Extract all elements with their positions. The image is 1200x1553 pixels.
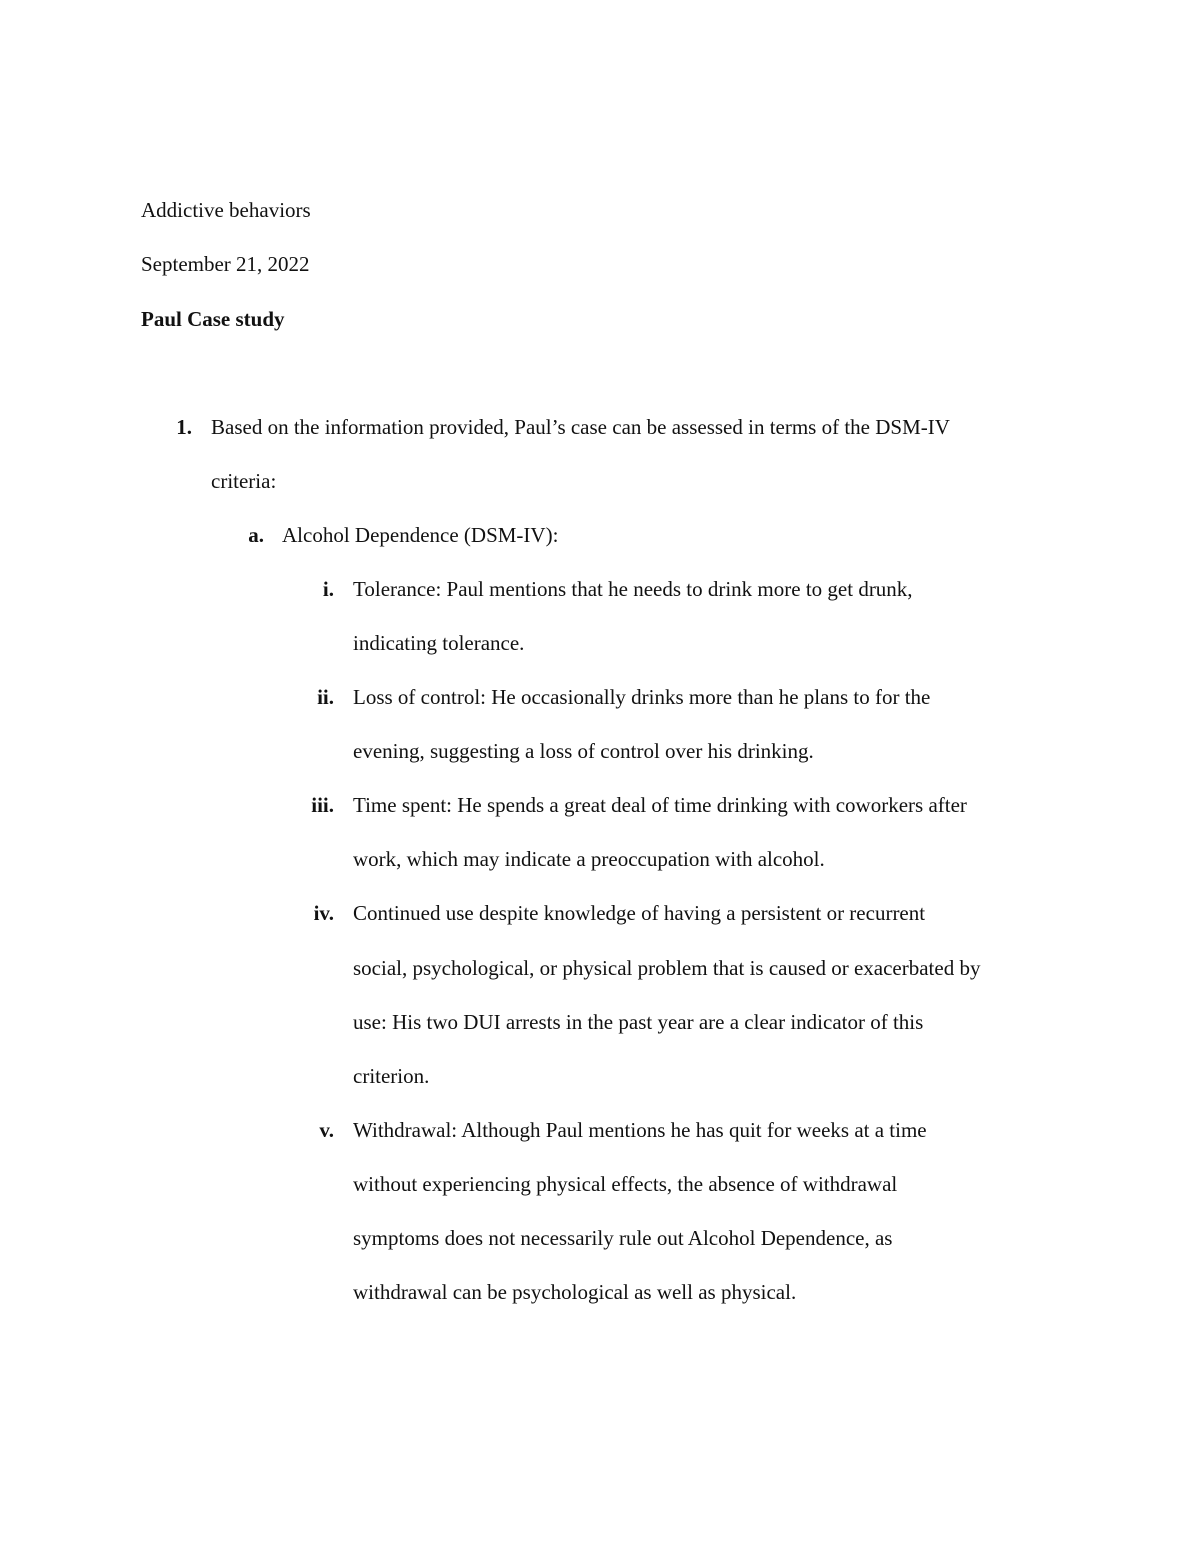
item-text-line: symptoms does not necessarily rule out Alcohol Dependence, as [353, 1226, 893, 1250]
item-text-line: work, which may indicate a preoccupation with alcohol. [353, 847, 825, 871]
item-marker: i. [322, 577, 334, 601]
document-title: Paul Case study [141, 307, 285, 331]
item-text-line: withdrawal can be psychological as well as physical. [353, 1280, 797, 1304]
item-text-line: Loss of control: He occasionally drinks more than he plans to for the [353, 685, 931, 709]
item-text-line: Continued use despite knowledge of having a persistent or recurrent [353, 901, 926, 925]
item-text-line: evening, suggesting a loss of control over his drinking. [353, 739, 814, 763]
section-marker: a. [248, 523, 264, 547]
item-text-line: use: His two DUI arrests in the past year are a clear indicator of this [353, 1010, 924, 1034]
question-number: 1. [176, 415, 192, 439]
item-marker: iv. [313, 901, 334, 925]
course-name: Addictive behaviors [141, 198, 311, 222]
document-date: September 21, 2022 [141, 252, 310, 276]
section-label: Alcohol Dependence (DSM-IV): [282, 523, 559, 547]
item-text-line: Tolerance: Paul mentions that he needs to drink more to get drunk, [353, 577, 913, 601]
question-text-line: criteria: [211, 469, 277, 493]
item-text-line: Withdrawal: Although Paul mentions he has quit for weeks at a time [353, 1118, 927, 1142]
item-marker: iii. [311, 793, 334, 817]
item-text-line: social, psychological, or physical problem that is caused or exacerbated by [353, 956, 981, 980]
item-marker: ii. [317, 685, 334, 709]
item-text-line: indicating tolerance. [353, 631, 525, 655]
item-text-line: criterion. [353, 1064, 430, 1088]
item-text-line: without experiencing physical effects, the absence of withdrawal [353, 1172, 898, 1196]
item-marker: v. [319, 1118, 334, 1142]
question-text-line: Based on the information provided, Paul’s case can be assessed in terms of the DSM-IV [211, 415, 950, 439]
item-text-line: Time spent: He spends a great deal of time drinking with coworkers after [353, 793, 967, 817]
